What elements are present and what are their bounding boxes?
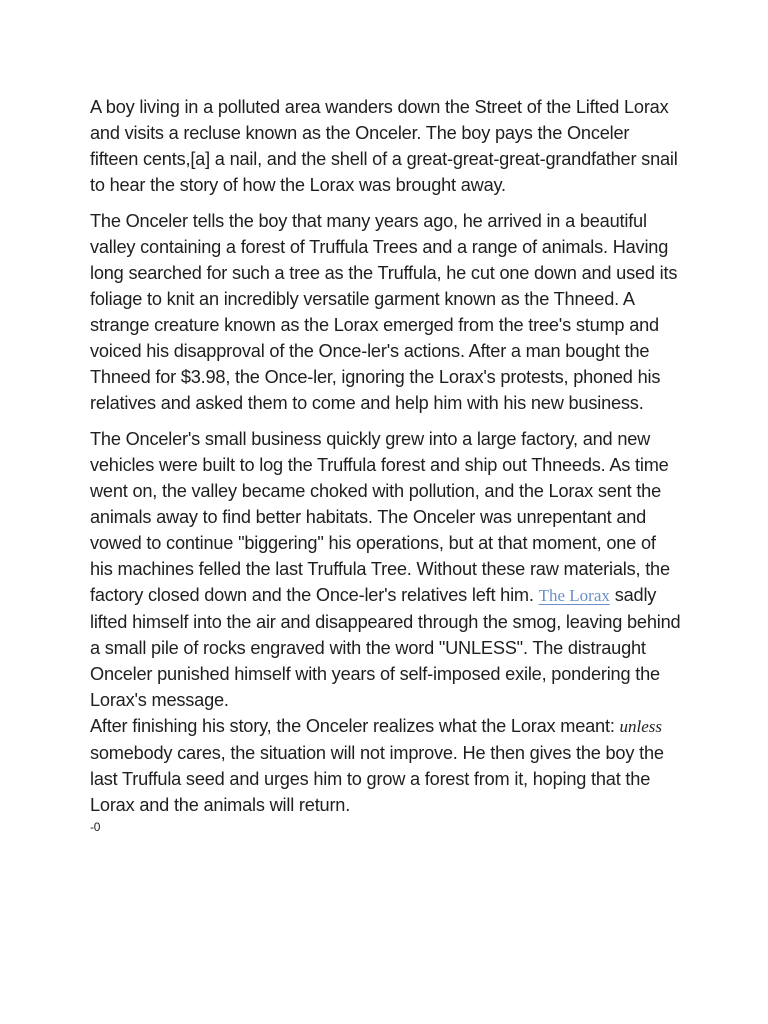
paragraph-factory-text-end: sadly lifted himself into the air and disappeared through the smog, leaving behind a small pile of rocks engraved with the word "UNLESS". The distraught Onceler punished himself with years of self-imposed exile, pondering the Lorax's message. <box>90 585 681 710</box>
lorax-link[interactable]: The Lorax <box>538 586 610 605</box>
paragraph-ending-text-end: somebody cares, the situation will not improve. He then gives the boy the last Truffula seed and urges him to grow a forest from it, hoping that the Lorax and the animals will return. <box>90 743 664 815</box>
paragraph-onceler-story: The Onceler tells the boy that many years ago, he arrived in a beautiful valley containing a forest of Truffula Trees and a range of animals. Having long searched for such a tree as the Truffula, he cut one down and used its foliage to knit an incredibly versatile garment known as the Thneed. A strange creature known as the Lorax emerged from the tree's stump and voiced his disapproval of the Once-ler's actions. After a man bought the Thneed for $3.98, the Once-ler, ignoring the Lorax's protests, phoned his relatives and asked them to come and help him with his new business. <box>90 211 678 413</box>
footnote-marker: -0 <box>90 820 101 834</box>
emphasis-unless: unless <box>619 717 663 736</box>
paragraph-ending-text-start: After finishing his story, the Onceler realizes what the Lorax meant: <box>90 716 620 736</box>
document-body <box>90 94 682 834</box>
paragraph-factory-text-start: The Onceler's small business quickly grew into a large factory, and new vehicles were built to log the Truffula forest and ship out Thneeds. As time went on, the valley became choked with pollution, and the Lorax sent the animals away to find better habitats. The Onceler was unrepentant and vowed to continue "biggering" his operations, but at that moment, one of his machines felled the last Truffula Tree. Without these raw materials, the factory closed down and the Once-ler's relatives left him. <box>90 429 670 605</box>
paragraph-ending <box>90 713 682 818</box>
paragraph-intro: A boy living in a polluted area wanders down the Street of the Lifted Lorax and visits a recluse known as the Onceler. The boy pays the Onceler fifteen cents,[a] a nail, and the shell of a great-great-great-grandfather snail to hear the story of how the Lorax was brought away. <box>90 97 678 195</box>
paragraph-factory <box>90 426 682 713</box>
